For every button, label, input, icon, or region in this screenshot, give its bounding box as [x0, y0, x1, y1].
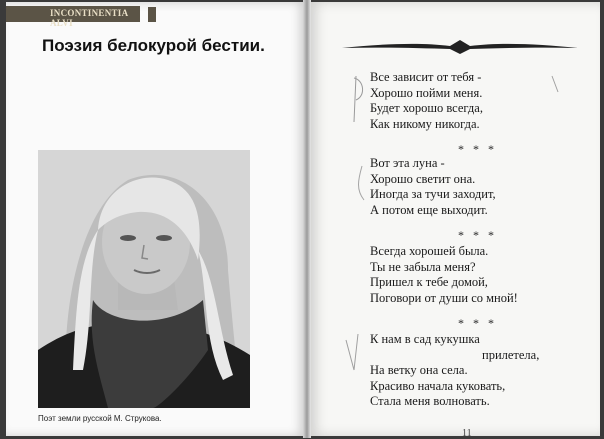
poem-line: Вот эта луна -	[370, 156, 445, 170]
page-number: 11	[462, 428, 472, 439]
poem-line: К нам в сад кукушка	[370, 332, 480, 346]
poem-line: Все зависит от тебя -	[370, 70, 482, 84]
poem-line: Всегда хорошей была.	[370, 244, 489, 258]
poem-line: Стала меня волновать.	[370, 394, 490, 409]
book-gutter	[303, 0, 311, 438]
poem-line: Красиво начала куковать,	[370, 378, 506, 393]
poem-line: Пришел к тебе домой,	[370, 275, 488, 290]
poem-line: Поговори от души со мной!	[370, 290, 518, 305]
stanza-separator: * * *	[458, 316, 497, 330]
portrait-image	[38, 150, 250, 408]
ornament-divider	[340, 38, 580, 56]
header-tab	[148, 7, 156, 22]
poem-line: Ты не забыла меня?	[370, 259, 476, 274]
poem-line: Хорошо пойми меня.	[370, 85, 483, 100]
pencil-marks	[340, 70, 580, 400]
header-bar	[6, 6, 140, 28]
portrait-photo	[38, 150, 250, 408]
photo-caption: Поэт земли русской М. Струкова.	[38, 414, 162, 423]
brand-label: INCONTINENTIA ALVI	[50, 8, 128, 28]
poem-line: А потом еще выходит.	[370, 202, 488, 217]
stanza-separator: * * *	[458, 228, 497, 242]
poem-line: Хорошо светит она.	[370, 171, 476, 186]
poem-line: Иногда за тучи заходит,	[370, 187, 496, 202]
poem-line: На ветку она села.	[370, 363, 468, 378]
page-title: Поэзия белокурой бестии.	[42, 36, 265, 55]
poem-line: Будет хорошо всегда,	[370, 101, 483, 116]
poem-line: прилетела,	[482, 347, 540, 362]
poem-line: Как никому никогда.	[370, 116, 480, 131]
stanza-separator: * * *	[458, 142, 497, 156]
